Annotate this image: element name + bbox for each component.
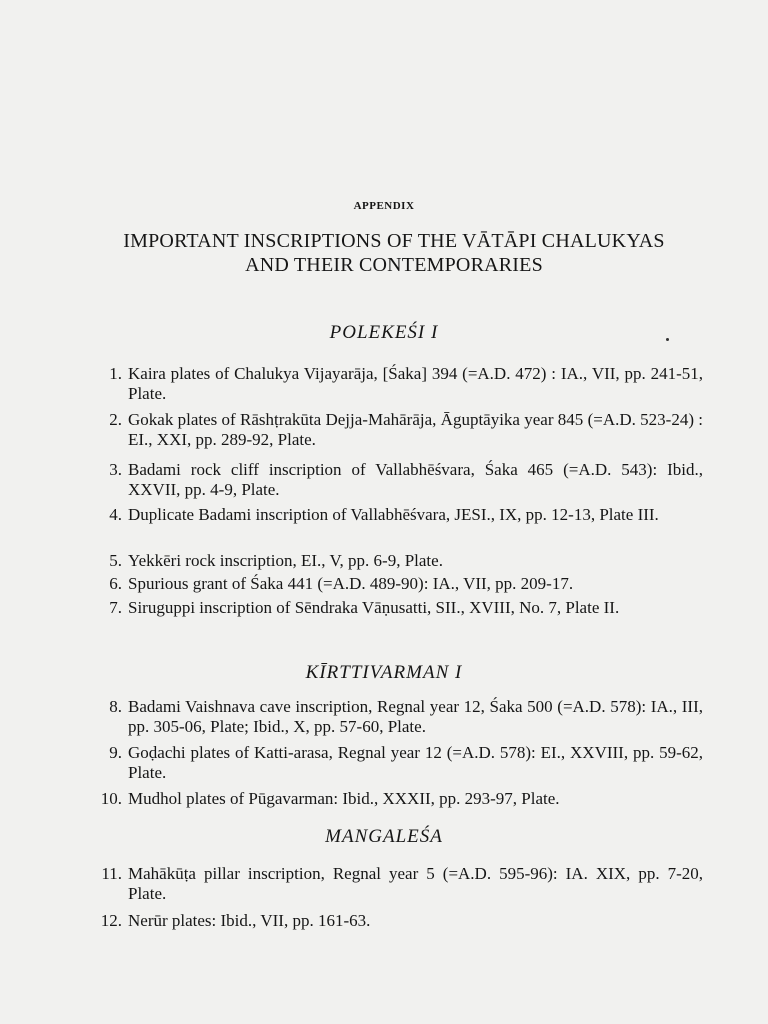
entry-number: 2. bbox=[109, 410, 122, 429]
entry-text: Gokak plates of Rāshṭrakūta Dejja-Mahārāja, Āguptāyika year 845 (=A.D. 523-24) : EI., XXI, pp. 289-92, Plate. bbox=[128, 410, 703, 449]
entry-number: 5. bbox=[109, 551, 122, 570]
entry-text: Duplicate Badami inscription of Vallabhēśvara, JESI., IX, pp. 12-13, Plate III. bbox=[128, 505, 659, 524]
entry-text: Nerūr plates: Ibid., VII, pp. 161-63. bbox=[128, 911, 371, 930]
entry-number: 8. bbox=[109, 697, 122, 716]
entry-number: 10. bbox=[100, 789, 122, 808]
page-title bbox=[80, 229, 708, 277]
entry-number: 12. bbox=[100, 911, 122, 930]
entry-text: Badami Vaishnava cave inscription, Regnal year 12, Śaka 500 (=A.D. 578): IA., III, pp. 305-06, Plate; Ibid., X, pp. 57-60, Plate. bbox=[128, 697, 703, 736]
entry-number: 9. bbox=[109, 743, 122, 762]
entry-text: Goḍachi plates of Katti-arasa, Regnal year 12 (=A.D. 578): EI., XXVIII, pp. 59-62, Plate. bbox=[128, 743, 703, 782]
entry-text: Mahākūṭa pillar inscription, Regnal year 5 (=A.D. 595-96): IA. XIX, pp. 7-20, Plate. bbox=[128, 864, 703, 903]
entry-text: Mudhol plates of Pūgavarman: Ibid., XXXII, pp. 293-97, Plate. bbox=[128, 789, 560, 808]
entry-number: 3. bbox=[109, 460, 122, 479]
title-line-2: AND THEIR CONTEMPORARIES bbox=[245, 254, 543, 276]
entry-text: Yekkēri rock inscription, EI., V, pp. 6-9, Plate. bbox=[128, 551, 443, 570]
entry-text: Siruguppi inscription of Sēndraka Vāṇusatti, SII., XVIII, No. 7, Plate II. bbox=[128, 598, 620, 617]
section-heading-mangalesa: MANGALEŚA bbox=[325, 826, 443, 847]
appendix-label: APPENDIX bbox=[353, 200, 415, 212]
section-heading-kirttivarman: KĪRTTIVARMAN I bbox=[305, 662, 463, 683]
entry-number: 6. bbox=[109, 574, 122, 593]
entry-text: Kaira plates of Chalukya Vijayarāja, [Śaka] 394 (=A.D. 472) : IA., VII, pp. 241-51, Plate. bbox=[128, 364, 703, 403]
title-line-1: IMPORTANT INSCRIPTIONS OF THE VĀTĀPI CHALUKYAS bbox=[123, 230, 665, 252]
entry-text: Spurious grant of Śaka 441 (=A.D. 489-90): IA., VII, pp. 209-17. bbox=[128, 574, 574, 593]
entry-number: 1. bbox=[109, 364, 122, 383]
section-heading-polekesi: POLEKEŚI I bbox=[329, 322, 439, 343]
scan-speck bbox=[666, 338, 669, 341]
entry-text: Badami rock cliff inscription of Vallabhēśvara, Śaka 465 (=A.D. 543): Ibid., XXVII, pp. 4-9, Plate. bbox=[128, 460, 703, 499]
entry-number: 11. bbox=[101, 864, 122, 883]
entry-number: 4. bbox=[109, 505, 122, 524]
entry-number: 7. bbox=[109, 598, 122, 617]
